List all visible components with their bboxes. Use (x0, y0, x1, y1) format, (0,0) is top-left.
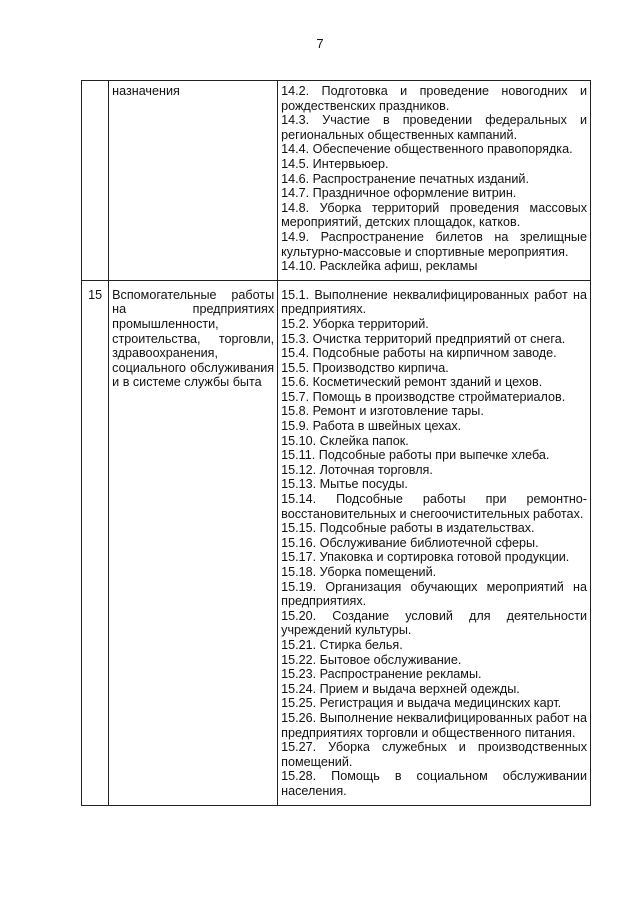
list-item: 15.19. Организация обучающих мероприятий на предприятиях. (281, 579, 587, 609)
category-cell: Вспомогательные работы на предприятиях промышленности, строительства, торговли, здравоохранения, социального обслуживания и в системе службы быта (109, 280, 278, 805)
list-item: 15.18. Уборка помещений. (281, 565, 437, 579)
list-item: 15.9. Работа в швейных цехах. (281, 419, 462, 434)
page-number: 7 (316, 36, 324, 51)
activities-table (81, 80, 591, 806)
list-item: 15.13. Мытье посуды. (281, 477, 408, 492)
list-item: 15.5. Производство кирпича. (281, 360, 449, 375)
list-item: 15.20. Создание условий для деятельности учреждений культуры. (281, 608, 587, 638)
list-item: 15.6. Косметический ремонт зданий и цехов. (281, 375, 543, 390)
list-item: 14.8. Уборка территорий проведения массовых мероприятий, детских площадок, катков. (281, 200, 587, 230)
list-item: 14.9. Распространение билетов на зрелищные культурно-массовые и спортивные мероприятия. (281, 229, 587, 259)
list-item: 15.11. Подсобные работы при выпечке хлеба. (281, 448, 550, 463)
table-row-14 (82, 81, 591, 281)
list-item: 15.1. Выполнение неквалифицированных работ на предприятиях. (281, 287, 587, 317)
list-item: 15.27. Уборка служебных и производственных помещений. (281, 740, 587, 769)
list-item: 14.3. Участие в проведении федеральных и региональных общественных кампаний. (281, 113, 587, 142)
list-item: 15.24. Прием и выдача верхней одежды. (281, 681, 520, 696)
list-item: 15.8. Ремонт и изготовление тары. (281, 404, 484, 419)
list-item: 15.22. Бытовое обслуживание. (281, 652, 462, 667)
list-item: 14.5. Интервьюер. (281, 156, 389, 171)
list-item: 15.15. Подсобные работы в издательствах. (281, 521, 535, 536)
list-item: 15.25. Регистрация и выдача медицинских карт. (281, 696, 562, 711)
list-item: 15.3. Очистка территорий предприятий от снега. (281, 331, 566, 346)
table-row-15 (82, 280, 591, 805)
items-cell (278, 81, 591, 281)
list-item: 15.4. Подсобные работы на кирпичном заводе. (281, 346, 557, 361)
list-item: 15.23. Распространение рекламы. (281, 667, 482, 682)
list-item: 14.7. Праздничное оформление витрин. (281, 186, 517, 201)
list-item: 15.7. Помощь в производстве стройматериалов. (281, 389, 566, 404)
list-item: 15.2. Уборка территорий. (281, 316, 429, 331)
list-item: 15.10. Склейка папок. (281, 433, 409, 448)
row-number-cell: 15 (82, 280, 109, 805)
list-item: 15.12. Лоточная торговля. (281, 462, 433, 477)
list-item: 14.6. Распространение печатных изданий. (281, 171, 529, 186)
category-cell: назначения (109, 81, 278, 281)
list-item: 15.26. Выполнение неквалифицированных работ на предприятиях торговли и общественного питания. (281, 710, 587, 740)
row-number-cell (82, 81, 109, 281)
list-item: 14.2. Подготовка и проведение новогодних и рождественских праздников. (281, 84, 587, 113)
list-item: 15.21. Стирка белья. (281, 637, 403, 652)
list-item: 15.16. Обслуживание библиотечной сферы. (281, 535, 539, 550)
list-item: 14.4. Обеспечение общественного правопорядка. (281, 142, 573, 157)
list-item: 15.28. Помощь в социальном обслуживании населения. (281, 769, 587, 798)
list-item: 15.17. Упаковка и сортировка готовой продукции. (281, 550, 570, 565)
items-cell (278, 280, 591, 805)
list-item: 15.14. Подсобные работы при ремонтно-восстановительных и снегоочистительных работах. (281, 492, 587, 521)
list-item: 14.10. Расклейка афиш, рекламы (281, 259, 478, 274)
